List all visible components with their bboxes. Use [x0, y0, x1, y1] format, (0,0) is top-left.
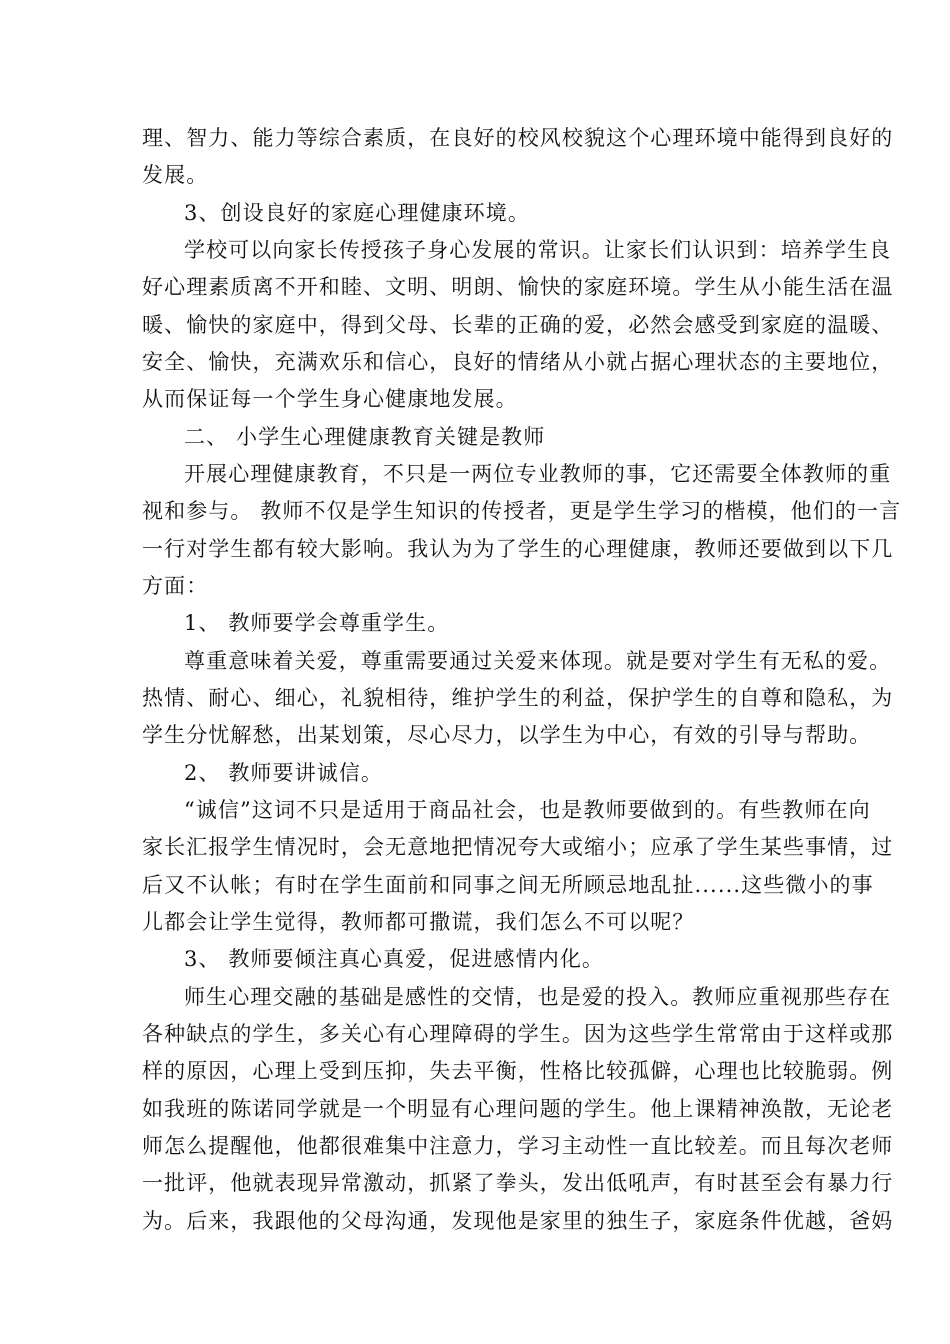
paragraph-line: 学校可以向家长传授孩子身心发展的常识。让家长们认识到：培养学生良	[184, 238, 892, 262]
paragraph-line: 家长汇报学生情况时，会无意地把情况夸大或缩小；应承了学生某些事情，过	[142, 835, 894, 859]
paragraph-line: 学生分忧解愁，出某划策，尽心尽力，以学生为中心，有效的引导与帮助。	[142, 723, 872, 747]
paragraph-line: 开展心理健康教育，不只是一两位专业教师的事，它还需要全体教师的重	[184, 462, 892, 486]
section-heading: 二、 小学生心理健康教育关键是教师	[184, 425, 546, 449]
paragraph-line: 师怎么提醒他，他都很难集中注意力，学习主动性一直比较差。而且每次老师	[142, 1134, 894, 1158]
paragraph-line: 暖、愉快的家庭中，得到父母、长辈的正确的爱，必然会感受到家庭的温暖、	[142, 313, 894, 337]
paragraph-line: 方面：	[142, 574, 209, 598]
paragraph-line: 安全、愉快，充满欢乐和信心，良好的情绪从小就占据心理状态的主要地位，	[142, 350, 894, 374]
subsection-heading: 3、 教师要倾注真心真爱，促进感情内化。	[184, 947, 605, 971]
paragraph-line: 视和参与。 教师不仅是学生知识的传授者，更是学生学习的楷模，他们的一言	[142, 499, 902, 523]
paragraph-line: 样的原因，心理上受到压抑，失去平衡，性格比较孤僻，心理也比较脆弱。例	[142, 1059, 894, 1083]
paragraph-line: 尊重意味着关爱，尊重需要通过关爱来体现。就是要对学生有无私的爱。	[184, 649, 892, 673]
subsection-heading: 1、 教师要学会尊重学生。	[184, 611, 450, 635]
paragraph-line: 从而保证每一个学生身心健康地发展。	[142, 387, 518, 411]
paragraph-line: 各种缺点的学生，多关心有心理障碍的学生。因为这些学生常常由于这样或那	[142, 1022, 894, 1046]
paragraph-line: 热情、耐心、细心，礼貌相待，维护学生的利益，保护学生的自尊和隐私，为	[142, 686, 894, 710]
paragraph-line: 后又不认帐；有时在学生面前和同事之间无所顾忌地乱扯......这些微小的事	[142, 873, 874, 897]
subsection-heading: 2、 教师要讲诚信。	[184, 761, 384, 785]
paragraph-line: 理、智力、能力等综合素质，在良好的校风校貌这个心理环境中能得到良好的	[142, 126, 894, 150]
paragraph-line: 一行对学生都有较大影响。我认为为了学生的心理健康，教师还要做到以下几	[142, 537, 894, 561]
paragraph-line: 为。后来，我跟他的父母沟通，发现他是家里的独生子，家庭条件优越，爸妈	[142, 1209, 894, 1233]
paragraph-line: 发展。	[142, 163, 209, 187]
paragraph-line: 一批评，他就表现异常激动，抓紧了拳头，发出低吼声，有时甚至会有暴力行	[142, 1171, 894, 1195]
paragraph-line: 师生心理交融的基础是感性的交情，也是爱的投入。教师应重视那些存在	[184, 985, 892, 1009]
paragraph-line: “诚信”这词不只是适用于商品社会，也是教师要做到的。有些教师在向	[184, 798, 871, 822]
paragraph-line: 好心理素质离不开和睦、文明、明朗、愉快的家庭环境。学生从小能生活在温	[142, 275, 894, 299]
section-heading: 3、创设良好的家庭心理健康环境。	[184, 201, 530, 225]
paragraph-line: 儿都会让学生觉得，教师都可撒谎，我们怎么不可以呢？	[142, 910, 695, 934]
paragraph-line: 如我班的陈诺同学就是一个明显有心理问题的学生。他上课精神涣散，无论老	[142, 1097, 894, 1121]
